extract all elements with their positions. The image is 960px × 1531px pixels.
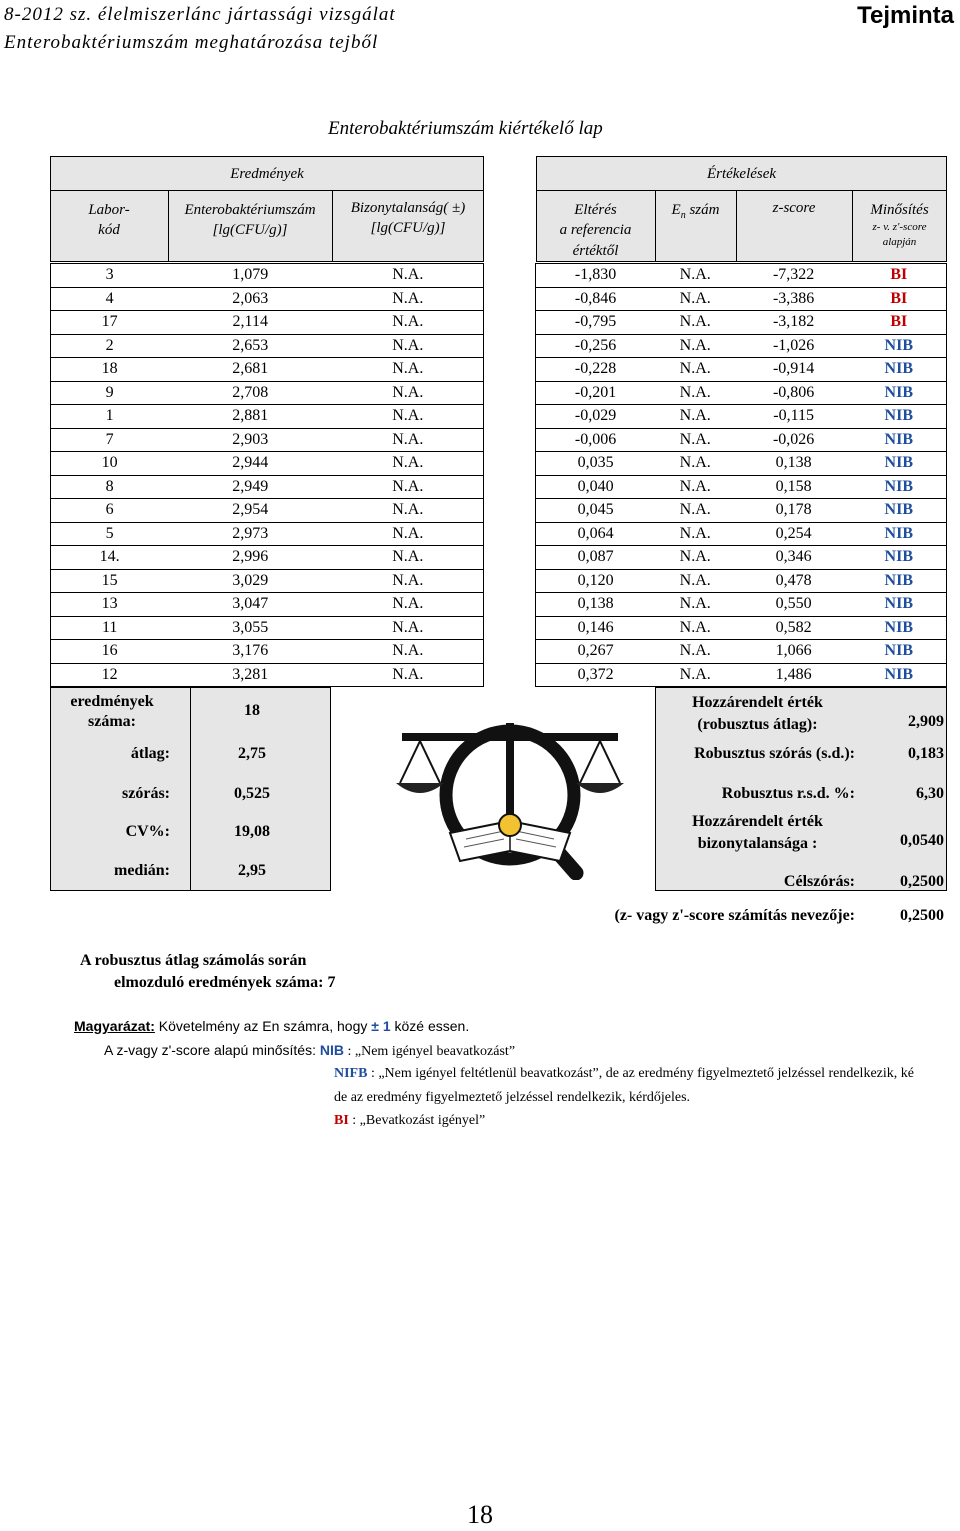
nifb-line-2: de az eredmény figyelmeztető jelzéssel rendelkezik, kérdőjeles.	[334, 1090, 691, 1105]
cell-z: 1,066	[736, 640, 852, 664]
cell-z: -3,182	[736, 311, 852, 335]
sheet-title: Enterobaktériumszám kiértékelő lap	[328, 118, 603, 139]
cell-dev: 0,372	[536, 663, 655, 687]
mean-label: átlag:	[130, 745, 170, 762]
table-row	[51, 334, 947, 358]
cell-count: 3,281	[168, 663, 332, 687]
cell-q: BI	[852, 287, 947, 311]
target-sd-value: 0,2500	[900, 873, 944, 890]
cell-unc: N.A.	[332, 499, 484, 523]
table-row	[51, 405, 947, 429]
cell-z: -0,026	[736, 428, 852, 452]
assigned-label-line: (robusztus átlag):	[697, 716, 818, 734]
table-row	[51, 287, 947, 311]
explanation-label: Magyarázat:	[74, 1018, 155, 1034]
col-quality-line: alapján	[882, 236, 917, 249]
row-gap-cell	[484, 640, 536, 664]
explanation-text: közé essen.	[390, 1018, 470, 1034]
row-gap-cell	[484, 358, 536, 382]
col-count-header	[168, 200, 332, 241]
assigned-uncertainty-label	[660, 811, 855, 856]
table-row	[51, 569, 947, 593]
cell-lab: 6	[51, 499, 169, 523]
nifb-text: : „Nem igényel feltétlenül beavatkozást”, de az eredmény figyelmeztető jelzéssel rendelkezik, ké	[367, 1066, 914, 1081]
assigned-value-label	[660, 692, 855, 737]
cell-z: -7,322	[736, 264, 852, 288]
row-gap-cell	[484, 616, 536, 640]
target-sd-label: Célszórás:	[783, 873, 855, 890]
cell-dev: 0,064	[536, 522, 655, 546]
outlier-note	[80, 950, 380, 993]
table-row	[51, 593, 947, 617]
cell-en: N.A.	[655, 264, 736, 288]
explanation-text: Követelmény az En számra, hogy	[154, 1018, 372, 1034]
cell-q: NIB	[852, 593, 947, 617]
cell-count: 2,949	[168, 475, 332, 499]
row-gap-cell	[484, 264, 536, 288]
cell-dev: 0,035	[536, 452, 655, 476]
cell-count: 3,047	[168, 593, 332, 617]
cell-q: NIB	[852, 428, 947, 452]
col-lab-line: Labor-	[88, 202, 130, 218]
robust-sd-label: Robusztus szórás (s.d.):	[694, 745, 855, 762]
row-gap-cell	[484, 287, 536, 311]
cell-en: N.A.	[655, 522, 736, 546]
table-row	[51, 381, 947, 405]
cell-en: N.A.	[655, 381, 736, 405]
col-count-line: Enterobaktériumszám	[184, 202, 316, 218]
header-line-2: Enterobaktériumszám meghatározása tejből	[4, 32, 379, 53]
cell-z: 0,178	[736, 499, 852, 523]
en-subscript: n	[680, 210, 686, 221]
row-gap-cell	[484, 311, 536, 335]
cv-label: CV%:	[125, 823, 170, 840]
cell-dev: -0,228	[536, 358, 655, 382]
cell-count: 2,063	[168, 287, 332, 311]
cell-unc: N.A.	[332, 381, 484, 405]
col-quality-line: Minősítés	[870, 202, 929, 218]
cell-unc: N.A.	[332, 616, 484, 640]
col-lab-line: kód	[98, 222, 120, 239]
cell-dev: 0,146	[536, 616, 655, 640]
cell-en: N.A.	[655, 569, 736, 593]
cell-q: NIB	[852, 522, 947, 546]
denominator-value: 0,2500	[900, 907, 944, 924]
nib-code: NIB	[319, 1042, 344, 1058]
cell-q: NIB	[852, 475, 947, 499]
group-evaluation-label: Értékelések	[706, 166, 777, 182]
row-gap-cell	[484, 428, 536, 452]
cell-en: N.A.	[655, 640, 736, 664]
scale-flask-logo	[390, 705, 630, 880]
cell-en: N.A.	[655, 287, 736, 311]
cell-lab: 7	[51, 428, 169, 452]
assigned-unc-line: Hozzárendelt érték	[692, 813, 823, 830]
cell-count: 1,079	[168, 264, 332, 288]
bi-text: : „Bevatkozást igényel”	[348, 1113, 486, 1128]
col-en-header	[655, 200, 736, 223]
en-symbol: E	[671, 202, 681, 218]
cell-dev: 0,138	[536, 593, 655, 617]
cell-unc: N.A.	[332, 569, 484, 593]
cell-count: 2,881	[168, 405, 332, 429]
outlier-line: A robusztus átlag számolás során	[80, 952, 307, 969]
cell-q: BI	[852, 264, 947, 288]
row-gap-cell	[484, 452, 536, 476]
cell-z: 0,158	[736, 475, 852, 499]
cell-count: 3,055	[168, 616, 332, 640]
table-row	[51, 452, 947, 476]
cell-z: 0,550	[736, 593, 852, 617]
table-row	[51, 264, 947, 288]
cell-count: 3,029	[168, 569, 332, 593]
denominator-label: (z- vagy z'-score számítás nevezője:	[614, 907, 855, 924]
cell-count: 2,996	[168, 546, 332, 570]
col-quality-line: z- v. z'-score	[872, 221, 927, 234]
rating-legend-prefix: A z-vagy z'-score alapú minősítés:	[104, 1042, 320, 1058]
cell-q: NIB	[852, 334, 947, 358]
cell-lab: 18	[51, 358, 169, 382]
cell-z: 1,486	[736, 663, 852, 687]
row-gap-cell	[484, 499, 536, 523]
n-label-line: eredmények	[70, 693, 154, 710]
brand-label: Tejminta	[857, 2, 954, 29]
row-gap-cell	[484, 475, 536, 499]
results-table-body	[51, 264, 947, 687]
assigned-unc-line: bizonytalansága :	[697, 835, 818, 853]
cell-unc: N.A.	[332, 640, 484, 664]
header-line-1: 8-2012 sz. élelmiszerlánc jártassági vizsgálat	[4, 4, 396, 25]
cell-en: N.A.	[655, 663, 736, 687]
table-row	[51, 663, 947, 687]
cell-lab: 4	[51, 287, 169, 311]
n-label	[52, 692, 172, 732]
header-divider	[536, 190, 947, 191]
cell-lab: 17	[51, 311, 169, 335]
cell-lab: 1	[51, 405, 169, 429]
cell-unc: N.A.	[332, 264, 484, 288]
median-label: medián:	[114, 862, 170, 879]
table-row	[51, 640, 947, 664]
cell-lab: 16	[51, 640, 169, 664]
table-row	[51, 358, 947, 382]
cell-lab: 2	[51, 334, 169, 358]
table-row	[51, 428, 947, 452]
cell-lab: 3	[51, 264, 169, 288]
cell-q: NIB	[852, 569, 947, 593]
cell-q: NIB	[852, 640, 947, 664]
cell-count: 2,944	[168, 452, 332, 476]
cell-en: N.A.	[655, 546, 736, 570]
col-lab-header	[50, 200, 168, 241]
cell-en: N.A.	[655, 311, 736, 335]
row-gap-cell	[484, 405, 536, 429]
results-table	[50, 263, 947, 687]
cell-z: 0,346	[736, 546, 852, 570]
cell-en: N.A.	[655, 475, 736, 499]
cell-unc: N.A.	[332, 287, 484, 311]
cell-dev: 0,120	[536, 569, 655, 593]
row-gap-cell	[484, 569, 536, 593]
cell-count: 2,973	[168, 522, 332, 546]
cell-en: N.A.	[655, 334, 736, 358]
cell-en: N.A.	[655, 428, 736, 452]
assigned-uncertainty-value: 0,0540	[900, 832, 944, 849]
cell-q: NIB	[852, 405, 947, 429]
col-deviation-header	[536, 200, 655, 261]
cell-z: 0,138	[736, 452, 852, 476]
table-row	[51, 311, 947, 335]
table-row	[51, 546, 947, 570]
bi-line	[334, 1113, 485, 1129]
cell-q: NIB	[852, 452, 947, 476]
cell-lab: 5	[51, 522, 169, 546]
cell-unc: N.A.	[332, 358, 484, 382]
cell-unc: N.A.	[332, 475, 484, 499]
cell-unc: N.A.	[332, 593, 484, 617]
plus-minus-one: ± 1	[371, 1018, 391, 1034]
col-dev-line: értéktől	[572, 242, 619, 259]
cell-count: 2,954	[168, 499, 332, 523]
cell-en: N.A.	[655, 452, 736, 476]
cell-unc: N.A.	[332, 546, 484, 570]
cell-count: 2,708	[168, 381, 332, 405]
cell-dev: 0,045	[536, 499, 655, 523]
col-unc-line: Bizonytalanság( ±)	[350, 200, 466, 216]
table-row	[51, 522, 947, 546]
table-row	[51, 616, 947, 640]
n-label-line: száma:	[88, 713, 136, 730]
cell-dev: -0,029	[536, 405, 655, 429]
cell-q: NIB	[852, 499, 947, 523]
cell-unc: N.A.	[332, 405, 484, 429]
cell-lab: 15	[51, 569, 169, 593]
assigned-label-line: Hozzárendelt érték	[692, 694, 823, 711]
cell-lab: 14.	[51, 546, 169, 570]
median-value: 2,95	[238, 862, 266, 879]
col-quality-header	[852, 200, 947, 250]
robust-sd-value: 0,183	[908, 745, 944, 762]
cell-unc: N.A.	[332, 663, 484, 687]
cell-z: -0,914	[736, 358, 852, 382]
cell-dev: -0,795	[536, 311, 655, 335]
cell-q: NIB	[852, 546, 947, 570]
robust-rsd-pct-label: Robusztus r.s.d. %:	[721, 785, 855, 802]
sd-label: szórás:	[122, 785, 170, 802]
cell-q: NIB	[852, 616, 947, 640]
col-uncertainty-header	[332, 198, 484, 239]
mean-value: 2,75	[238, 745, 266, 762]
bi-code: BI	[334, 1113, 349, 1128]
explanation-line	[74, 1018, 469, 1034]
cell-z: 0,478	[736, 569, 852, 593]
col-dev-line: Eltérés	[574, 202, 617, 218]
cell-en: N.A.	[655, 593, 736, 617]
cell-unc: N.A.	[332, 522, 484, 546]
cell-lab: 13	[51, 593, 169, 617]
col-unc-line: [lg(CFU/g)]	[370, 220, 446, 237]
page-number: 18	[467, 1500, 493, 1529]
cv-value: 19,08	[234, 823, 270, 840]
col-count-line: [lg(CFU/g)]	[212, 222, 288, 239]
header-divider	[50, 190, 484, 191]
row-gap-cell	[484, 334, 536, 358]
cell-unc: N.A.	[332, 334, 484, 358]
cell-lab: 11	[51, 616, 169, 640]
col-zscore-header: z-score	[772, 200, 816, 216]
cell-en: N.A.	[655, 499, 736, 523]
cell-count: 3,176	[168, 640, 332, 664]
cell-dev: -0,201	[536, 381, 655, 405]
cell-count: 2,653	[168, 334, 332, 358]
cell-z: 0,582	[736, 616, 852, 640]
en-suffix: szám	[685, 202, 720, 218]
cell-en: N.A.	[655, 405, 736, 429]
row-gap-cell	[484, 546, 536, 570]
robust-rsd-pct-value: 6,30	[916, 785, 944, 802]
cell-q: NIB	[852, 663, 947, 687]
cell-count: 2,114	[168, 311, 332, 335]
stats-divider	[190, 687, 191, 891]
row-gap-cell	[484, 663, 536, 687]
cell-z: -3,386	[736, 287, 852, 311]
rating-legend-line	[104, 1042, 515, 1060]
cell-z: -0,806	[736, 381, 852, 405]
cell-z: -0,115	[736, 405, 852, 429]
cell-lab: 9	[51, 381, 169, 405]
col-dev-line: a referencia	[559, 222, 632, 239]
cell-lab: 12	[51, 663, 169, 687]
cell-dev: -0,846	[536, 287, 655, 311]
cell-dev: -0,256	[536, 334, 655, 358]
cell-dev: -1,830	[536, 264, 655, 288]
row-gap-cell	[484, 522, 536, 546]
assigned-value: 2,909	[908, 713, 944, 730]
cell-lab: 8	[51, 475, 169, 499]
row-gap-cell	[484, 381, 536, 405]
nifb-line	[334, 1066, 954, 1082]
cell-q: NIB	[852, 358, 947, 382]
cell-dev: -0,006	[536, 428, 655, 452]
cell-q: NIB	[852, 381, 947, 405]
cell-unc: N.A.	[332, 452, 484, 476]
cell-dev: 0,267	[536, 640, 655, 664]
cell-q: BI	[852, 311, 947, 335]
table-row	[51, 475, 947, 499]
cell-count: 2,903	[168, 428, 332, 452]
cell-z: -1,026	[736, 334, 852, 358]
cell-dev: 0,040	[536, 475, 655, 499]
cell-unc: N.A.	[332, 311, 484, 335]
cell-en: N.A.	[655, 616, 736, 640]
row-gap-cell	[484, 593, 536, 617]
cell-unc: N.A.	[332, 428, 484, 452]
sd-value: 0,525	[234, 785, 270, 802]
outlier-line: elmozduló eredmények száma: 7	[114, 973, 336, 991]
nib-text: : „Nem igényel beavatkozást”	[344, 1044, 516, 1059]
cell-lab: 10	[51, 452, 169, 476]
nifb-code: NIFB	[334, 1066, 368, 1081]
n-value: 18	[244, 702, 260, 719]
cell-dev: 0,087	[536, 546, 655, 570]
cell-count: 2,681	[168, 358, 332, 382]
cell-z: 0,254	[736, 522, 852, 546]
group-results-label: Eredmények	[230, 166, 304, 182]
cell-en: N.A.	[655, 358, 736, 382]
table-row	[51, 499, 947, 523]
